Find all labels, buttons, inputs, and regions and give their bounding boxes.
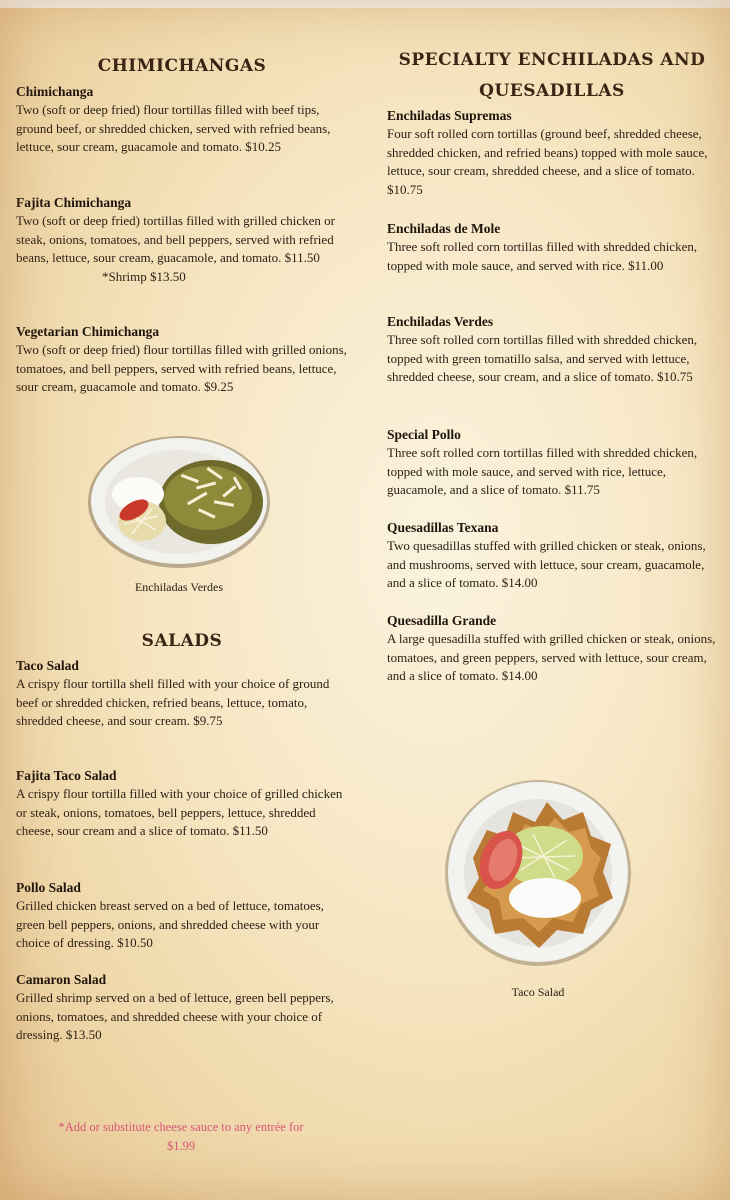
menu-item-quesadillas-texana: [387, 519, 717, 593]
menu-item-vegetarian-chimichanga: [16, 323, 348, 397]
item-name: Fajita Taco Salad: [16, 768, 117, 783]
menu-item-quesadilla-grande: [387, 612, 717, 686]
item-description: Three soft rolled corn tortillas filled with shredded chicken, topped with mole sauce, and served with rice, lettuce, guacamole, and a slice of tomato. $11.75: [387, 445, 698, 497]
item-name: Quesadilla Grande: [387, 613, 497, 628]
taco-salad-photo: [443, 778, 633, 968]
item-extra-price: *Shrimp $13.50: [102, 268, 186, 284]
menu-item-enchiladas-supremas: [387, 107, 717, 199]
menu-item-special-pollo: [387, 426, 717, 500]
taco-salad-caption: Taco Salad: [511, 985, 565, 999]
item-description: Grilled chicken breast served on a bed of lettuce, tomatoes, green bell peppers, onions, and shredded cheese with your choice of dressing. $10.50: [16, 898, 324, 950]
chimichangas-heading: CHIMICHANGAS: [97, 56, 267, 76]
item-name: Special Pollo: [387, 427, 461, 442]
scan-top-edge: [0, 0, 730, 8]
item-name: Camaron Salad: [16, 972, 107, 987]
menu-item-pollo-salad: [16, 879, 348, 953]
item-name: Fajita Chimichanga: [16, 195, 132, 210]
item-name: Enchiladas de Mole: [387, 221, 501, 236]
item-description: Grilled shrimp served on a bed of lettuce, green bell peppers, onions, tomatoes, and shredded cheese with your choice of dressing. $13.50: [16, 990, 334, 1042]
item-name: Taco Salad: [16, 658, 79, 673]
footnote-price: $1.99: [166, 1139, 196, 1153]
item-description: Two (soft or deep fried) tortillas filled with grilled chicken or steak, onions, tomatoes, and bell peppers, served with refried beans, lettuce, sour cream, guacamole, and tomato. $11.50: [16, 213, 335, 265]
item-description: Two quesadillas stuffed with grilled chicken or steak, onions, and mushrooms, served with lettuce, sour cream, guacamole, and a slice of tomato. $14.00: [387, 538, 706, 590]
item-description: A large quesadilla stuffed with grilled chicken or steak, onions, tomatoes, and green peppers, served with lettuce, sour cream, and a slice of tomato. $14.00: [387, 631, 716, 683]
specialty-heading-line1: SPECIALTY ENCHILADAS AND: [398, 50, 706, 70]
item-name: Quesadillas Texana: [387, 520, 499, 535]
enchiladas-verdes-caption: Enchiladas Verdes: [134, 580, 224, 594]
item-description: Two (soft or deep fried) flour tortillas filled with grilled onions, tomatoes, and bell peppers, served with refried beans, lettuce, sour cream, guacamole and tomato. $9.25: [16, 342, 347, 394]
enchiladas-verdes-photo: [86, 432, 272, 572]
item-name: Vegetarian Chimichanga: [16, 324, 160, 339]
item-description: A crispy flour tortilla filled with your choice of grilled chicken or steak, onions, tomatoes, bell peppers, lettuce, shredded cheese, sour cream and a slice of tomato. $11.50: [16, 786, 343, 838]
item-description: Two (soft or deep fried) flour tortillas filled with beef tips, ground beef, or shredded chicken, served with refried beans, lettuce, sour cream, guacamole and tomato. $10.25: [16, 102, 331, 154]
cheese-sauce-footnote: [25, 1118, 337, 1156]
item-name: Chimichanga: [16, 84, 94, 99]
item-description: Three soft rolled corn tortillas filled with shredded chicken, topped with mole sauce, and served with rice. $11.00: [387, 239, 698, 273]
salads-heading: SALADS: [141, 631, 223, 651]
menu-item-enchiladas-de-mole: [387, 220, 717, 275]
menu-item-camaron-salad: [16, 971, 348, 1045]
item-name: Enchiladas Supremas: [387, 108, 512, 123]
footnote-text: *Add or substitute cheese sauce to any entrée for: [58, 1120, 304, 1134]
menu-item-taco-salad: [16, 657, 348, 731]
item-description: Three soft rolled corn tortillas filled with shredded chicken, topped with green tomatillo salsa, and served with lettuce, shredded cheese, sour cream, and a slice of tomato. $10.75: [387, 332, 698, 384]
menu-item-fajita-taco-salad: [16, 767, 348, 841]
menu-item-chimichanga: [16, 83, 348, 157]
specialty-heading-line2: QUESADILLAS: [479, 81, 625, 101]
item-name: Enchiladas Verdes: [387, 314, 494, 329]
menu-item-enchiladas-verdes: [387, 313, 717, 387]
menu-item-fajita-chimichanga: [16, 194, 348, 286]
item-description: A crispy flour tortilla shell filled with your choice of ground beef or shredded chicken, refried beans, lettuce, tomato, shredded cheese, and sour cream. $9.75: [16, 676, 330, 728]
item-name: Pollo Salad: [16, 880, 81, 895]
item-description: Four soft rolled corn tortillas (ground beef, shredded cheese, shredded chicken, and refried beans) topped with mole sauce, lettuce, sour cream, shredded cheese, and a slice of tomato. $10.75: [387, 126, 708, 197]
